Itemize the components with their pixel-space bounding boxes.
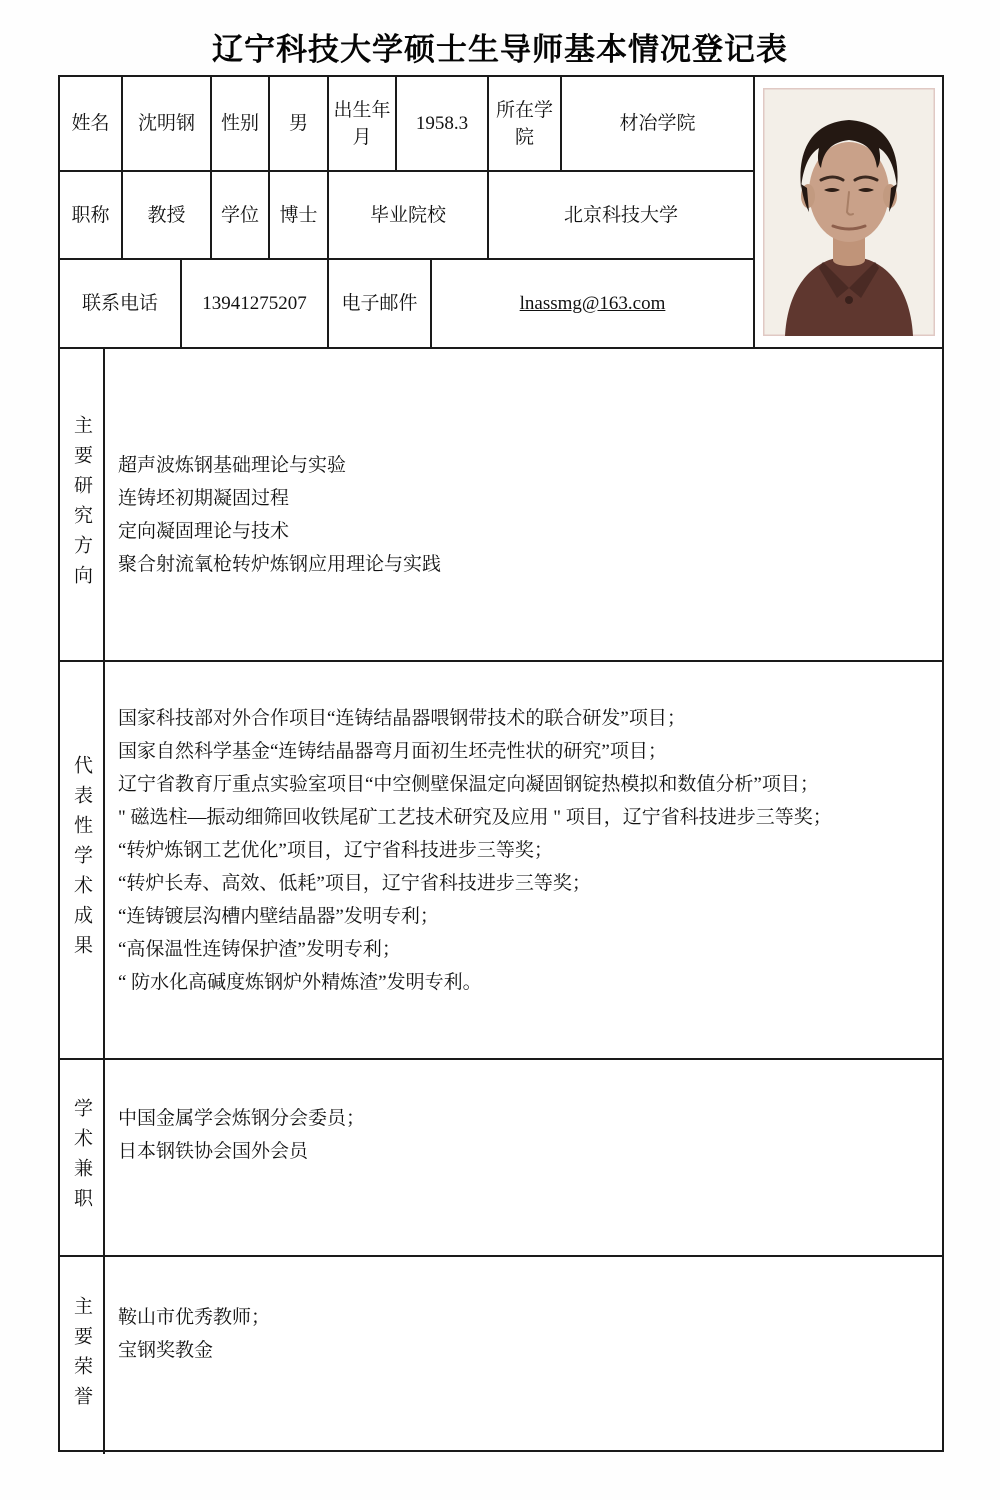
section-line: " 磁选柱—振动细筛回收铁尾矿工艺技术研究及应用 " 项目，辽宁省科技进步三等奖； — [118, 807, 832, 828]
section-line: “连铸镀层沟槽内壁结晶器”发明专利； — [118, 906, 439, 927]
section-line: 日本钢铁协会国外会员 — [118, 1141, 309, 1162]
name-value: 沈明钢 — [123, 77, 212, 170]
name-label: 姓名 — [60, 77, 123, 170]
birth-date-label: 出生年月 — [329, 77, 397, 170]
honors-section — [60, 1257, 942, 1454]
academic-posts-content — [105, 1060, 942, 1255]
college-label: 所在学院 — [489, 77, 562, 170]
basic-info-grid — [60, 77, 755, 347]
basic-info-block — [60, 77, 942, 349]
section-line: 连铸坯初期凝固过程 — [118, 488, 290, 509]
honors-content — [105, 1257, 942, 1454]
phone-label: 联系电话 — [60, 260, 182, 347]
section-line: “转炉炼钢工艺优化”项目，辽宁省科技进步三等奖； — [118, 840, 553, 861]
graduate-school-value: 北京科技大学 — [563, 204, 678, 226]
row-title-degree-school — [60, 172, 753, 260]
section-line: 定向凝固理论与技术 — [118, 521, 290, 542]
section-line: 国家科技部对外合作项目“连铸结晶器喂钢带技术的联合研发”项目； — [118, 708, 686, 729]
portrait-photo — [763, 88, 935, 336]
professional-title-value: 教授 — [123, 172, 212, 258]
degree-value: 博士 — [270, 172, 329, 258]
academic-achievements-section — [60, 662, 942, 1060]
photo-cell — [755, 77, 942, 347]
section-line: 辽宁省教育厅重点实验室项目“中空侧壁保温定向凝固钢锭热模拟和数值分析”项目； — [118, 774, 819, 795]
form-table — [58, 75, 944, 1452]
degree-label: 学位 — [212, 172, 270, 258]
section-line: “转炉长寿、高效、低耗”项目，辽宁省科技进步三等奖； — [118, 873, 591, 894]
section-line: 中国金属学会炼钢分会委员； — [118, 1108, 366, 1129]
section-line: 宝钢奖教金 — [118, 1340, 214, 1361]
honors-label: 主要荣誉 — [60, 1257, 105, 1454]
email-label: 电子邮件 — [329, 260, 432, 347]
section-line: “高保温性连铸保护渣”发明专利； — [118, 939, 401, 960]
research-directions-content — [105, 349, 942, 660]
research-directions-label: 主要研究方向 — [60, 349, 105, 660]
academic-posts-section — [60, 1060, 942, 1257]
section-line: 聚合射流氧枪转炉炼钢应用理论与实践 — [118, 554, 442, 575]
academic-achievements-content — [105, 662, 942, 1058]
college-value: 材冶学院 — [619, 113, 696, 134]
research-directions-section — [60, 349, 942, 662]
email-cell — [432, 260, 753, 347]
academic-posts-label: 学术兼职 — [60, 1060, 105, 1255]
birth-date-value: 1958.3 — [397, 77, 489, 170]
phone-value: 13941275207 — [182, 260, 329, 347]
professional-title-label: 职称 — [60, 172, 123, 258]
academic-achievements-label: 代表性学术成果 — [60, 662, 105, 1058]
row-phone-email — [60, 260, 753, 347]
section-line: 国家自然科学基金“连铸结晶器弯月面初生坯壳性状的研究”项目； — [118, 741, 667, 762]
section-line: “ 防水化高碱度炼钢炉外精炼渣”发明专利。 — [118, 972, 482, 993]
graduate-school-label: 毕业院校 — [329, 172, 489, 258]
email-link[interactable]: lnassmg@163.com — [519, 293, 666, 314]
gender-value: 男 — [270, 77, 329, 170]
section-line: 鞍山市优秀教师； — [118, 1307, 271, 1328]
page-title: 辽宁科技大学硕士生导师基本情况登记表 — [212, 32, 788, 67]
row-name-gender-birth-college — [60, 77, 753, 172]
section-line: 超声波炼钢基础理论与实验 — [118, 455, 347, 476]
gender-label: 性别 — [212, 77, 270, 170]
